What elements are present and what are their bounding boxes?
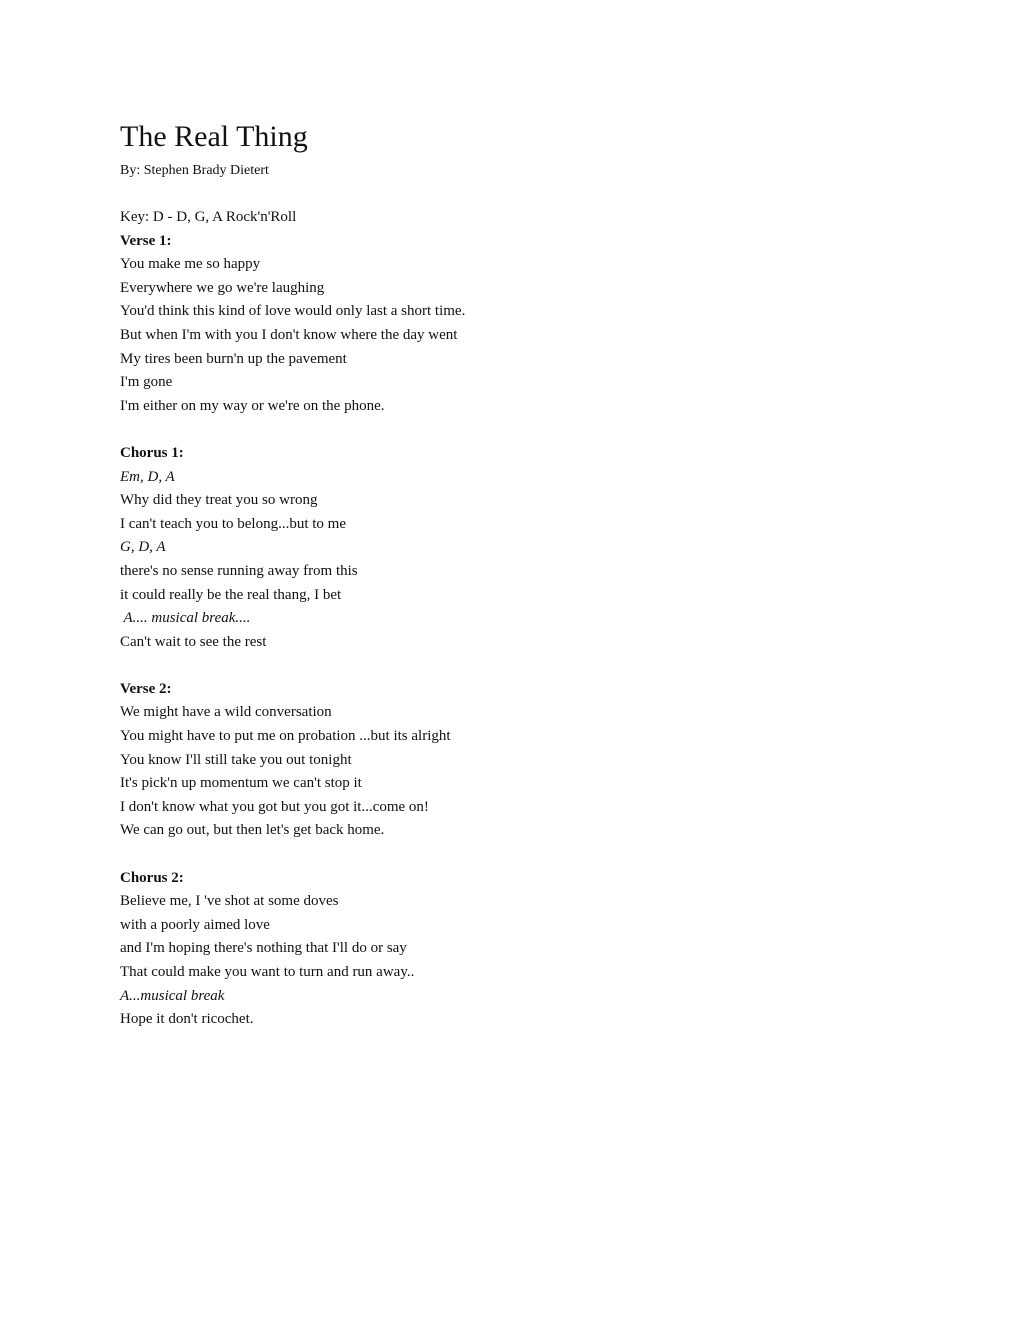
lyric-line: Hope it don't ricochet.	[120, 1011, 254, 1028]
lyric-line: and I'm hoping there's nothing that I'll do or say	[120, 940, 407, 957]
chord-line: A...musical break	[120, 987, 225, 1004]
chord-line: Em, D, A	[120, 468, 175, 485]
lyric-line: there's no sense running away from this	[120, 562, 358, 579]
author-byline: By: Stephen Brady Dietert	[120, 163, 269, 178]
lyric-line: You know I'll still take you out tonight	[120, 751, 352, 768]
lyric-line: Can't wait to see the rest	[120, 633, 267, 650]
song-key: Key: D - D, G, A Rock'n'Roll	[120, 209, 297, 225]
lyric-line: it could really be the real thang, I bet	[120, 586, 342, 603]
song-section	[120, 678, 900, 843]
lyric-line: I'm gone	[120, 374, 173, 391]
song-section	[120, 867, 900, 1032]
section-heading: Verse 2:	[120, 680, 172, 697]
lyric-line: That could make you want to turn and run away..	[120, 964, 415, 980]
lyric-line: Believe me, I 've shot at some doves	[120, 893, 339, 910]
lyric-line: Everywhere we go we're laughing	[120, 279, 325, 296]
chord-line: A.... musical break....	[120, 610, 251, 627]
lyric-line: You might have to put me on probation ...but its alright	[120, 728, 451, 745]
lyric-line: My tires been burn'n up the pavement	[120, 350, 347, 367]
song-title: The Real Thing	[120, 120, 308, 153]
document-page	[120, 118, 900, 1032]
lyric-line: Why did they treat you so wrong	[120, 492, 318, 509]
lyric-line: You make me so happy	[120, 256, 261, 273]
section-heading: Chorus 2:	[120, 869, 184, 886]
lyric-line: We might have a wild conversation	[120, 704, 332, 721]
lyrics-body	[120, 230, 900, 1032]
lyric-line: with a poorly aimed love	[120, 916, 270, 933]
lyric-line: But when I'm with you I don't know where the day went	[120, 326, 458, 343]
section-heading: Verse 1:	[120, 232, 172, 249]
song-section	[120, 230, 900, 419]
lyric-line: I don't know what you got but you got it...come on!	[120, 798, 429, 815]
section-heading: Chorus 1:	[120, 444, 184, 461]
lyric-line: I'm either on my way or we're on the phone.	[120, 397, 385, 414]
lyric-line: It's pick'n up momentum we can't stop it	[120, 775, 362, 792]
lyric-line: I can't teach you to belong...but to me	[120, 515, 346, 532]
chord-line: G, D, A	[120, 539, 166, 556]
song-section	[120, 442, 900, 654]
lyric-line: We can go out, but then let's get back home.	[120, 822, 385, 839]
lyric-line: You'd think this kind of love would only last a short time.	[120, 303, 466, 320]
